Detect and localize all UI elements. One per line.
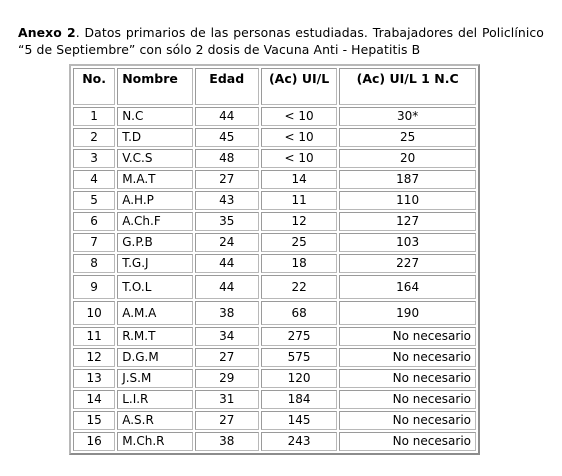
cell-nc: 25 (339, 128, 476, 147)
header-nc: (Ac) UI/L 1 N.C (339, 68, 476, 105)
cell-edad: 38 (195, 432, 259, 451)
cell-nombre: M.A.T (117, 170, 192, 189)
header-ac: (Ac) UI/L (261, 68, 337, 105)
cell-edad: 29 (195, 369, 259, 388)
table-row (73, 275, 476, 299)
cell-nombre: J.S.M (117, 369, 192, 388)
cell-edad: 44 (195, 254, 259, 273)
cell-ac: 243 (261, 432, 337, 451)
caption (18, 24, 544, 58)
cell-no: 6 (73, 212, 115, 231)
cell-edad: 27 (195, 411, 259, 430)
cell-ac: 275 (261, 327, 337, 346)
cell-nc: No necesario (339, 369, 476, 388)
cell-edad: 48 (195, 149, 259, 168)
table-row (73, 254, 476, 273)
cell-edad: 24 (195, 233, 259, 252)
table-row (73, 327, 476, 346)
cell-edad: 35 (195, 212, 259, 231)
cell-no: 9 (73, 275, 115, 299)
table-row (73, 233, 476, 252)
cell-no: 15 (73, 411, 115, 430)
cell-ac: 25 (261, 233, 337, 252)
cell-nc: No necesario (339, 327, 476, 346)
cell-ac: 184 (261, 390, 337, 409)
cell-ac: 575 (261, 348, 337, 367)
cell-nc: 110 (339, 191, 476, 210)
cell-nombre: A.S.R (117, 411, 192, 430)
header-edad: Edad (195, 68, 259, 105)
cell-nc: 187 (339, 170, 476, 189)
cell-nombre: M.Ch.R (117, 432, 192, 451)
table-row (73, 191, 476, 210)
cell-no: 3 (73, 149, 115, 168)
cell-no: 2 (73, 128, 115, 147)
cell-ac: 12 (261, 212, 337, 231)
table-row (73, 107, 476, 126)
cell-nc: 30* (339, 107, 476, 126)
cell-ac: 14 (261, 170, 337, 189)
cell-nc: No necesario (339, 411, 476, 430)
table-row (73, 348, 476, 367)
cell-nombre: V.C.S (117, 149, 192, 168)
cell-nombre: R.M.T (117, 327, 192, 346)
cell-no: 10 (73, 301, 115, 325)
cell-edad: 27 (195, 348, 259, 367)
cell-no: 16 (73, 432, 115, 451)
cell-nombre: D.G.M (117, 348, 192, 367)
table-row (73, 212, 476, 231)
cell-nombre: N.C (117, 107, 192, 126)
cell-edad: 38 (195, 301, 259, 325)
table-body (73, 107, 476, 451)
cell-edad: 44 (195, 275, 259, 299)
caption-lead: Anexo 2 (18, 25, 76, 41)
table-row (73, 170, 476, 189)
table-row (73, 128, 476, 147)
cell-nombre: L.I.R (117, 390, 192, 409)
cell-no: 1 (73, 107, 115, 126)
cell-ac: 18 (261, 254, 337, 273)
cell-nombre: G.P.B (117, 233, 192, 252)
cell-no: 7 (73, 233, 115, 252)
cell-edad: 34 (195, 327, 259, 346)
cell-nombre: T.D (117, 128, 192, 147)
cell-nombre: T.O.L (117, 275, 192, 299)
cell-no: 8 (73, 254, 115, 273)
header-nombre: Nombre (117, 68, 192, 105)
cell-nc: No necesario (339, 432, 476, 451)
cell-ac: 120 (261, 369, 337, 388)
cell-no: 14 (73, 390, 115, 409)
cell-nc: 227 (339, 254, 476, 273)
cell-no: 12 (73, 348, 115, 367)
table-row (73, 432, 476, 451)
cell-ac: 22 (261, 275, 337, 299)
cell-nc: 190 (339, 301, 476, 325)
header-no: No. (73, 68, 115, 105)
cell-no: 4 (73, 170, 115, 189)
table-row (73, 149, 476, 168)
cell-edad: 43 (195, 191, 259, 210)
table-row (73, 301, 476, 325)
cell-nc: 127 (339, 212, 476, 231)
table-row (73, 411, 476, 430)
cell-no: 5 (73, 191, 115, 210)
table-row (73, 390, 476, 409)
cell-edad: 27 (195, 170, 259, 189)
cell-ac: < 10 (261, 149, 337, 168)
cell-nc: No necesario (339, 348, 476, 367)
cell-nombre: T.G.J (117, 254, 192, 273)
cell-ac: 11 (261, 191, 337, 210)
cell-edad: 45 (195, 128, 259, 147)
caption-text: . Datos primarios de las personas estudiadas. Trabajadores del Policlínico “5 de Septiembre” con sólo 2 dosis de Vacuna Anti - Hepatitis B (18, 25, 544, 58)
table-row (73, 369, 476, 388)
cell-nombre: A.Ch.F (117, 212, 192, 231)
cell-no: 11 (73, 327, 115, 346)
cell-ac: 145 (261, 411, 337, 430)
cell-nc: 103 (339, 233, 476, 252)
cell-nc: No necesario (339, 390, 476, 409)
header-row (73, 68, 476, 105)
cell-ac: 68 (261, 301, 337, 325)
cell-ac: < 10 (261, 107, 337, 126)
cell-ac: < 10 (261, 128, 337, 147)
cell-edad: 44 (195, 107, 259, 126)
cell-edad: 31 (195, 390, 259, 409)
cell-no: 13 (73, 369, 115, 388)
cell-nombre: A.H.P (117, 191, 192, 210)
cell-nombre: A.M.A (117, 301, 192, 325)
cell-nc: 164 (339, 275, 476, 299)
data-table (69, 64, 480, 455)
cell-nc: 20 (339, 149, 476, 168)
